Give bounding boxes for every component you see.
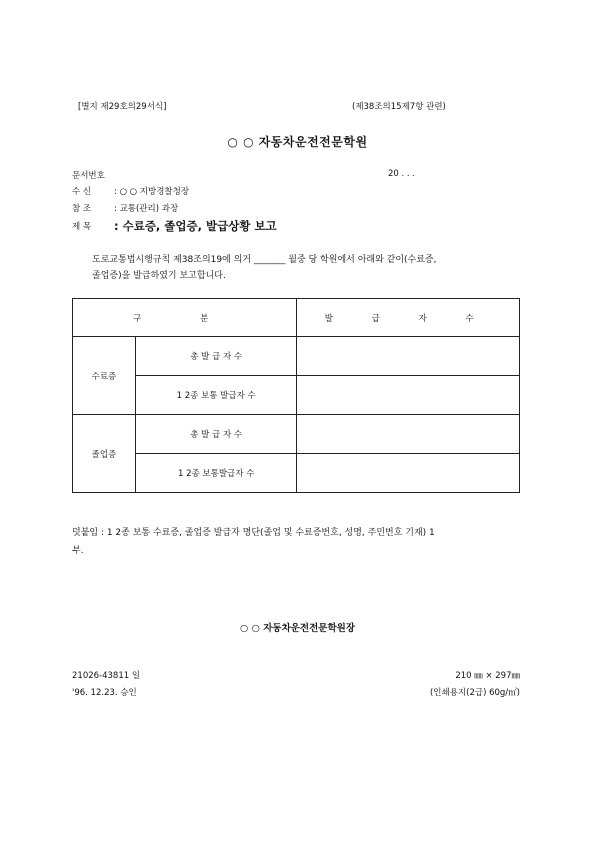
count-cell[interactable] (297, 337, 520, 376)
table-row (73, 454, 520, 493)
paper-spec: (인쇄용지(2급) 60g/㎡) (429, 688, 520, 698)
recipient-label: 수 신 (72, 187, 92, 197)
count-cell[interactable] (297, 415, 520, 454)
table-row (73, 415, 520, 454)
table-row (73, 337, 520, 376)
group-name: 졸업증 (73, 415, 136, 493)
form-reference: [별지 제29호의29서식] (78, 102, 167, 112)
document-title: ○ ○ 자동차운전전문학원 (227, 135, 368, 149)
signature-line: ○ ○ 자동차운전전문학원장 (240, 623, 355, 634)
cc-label: 참 조 (72, 204, 92, 214)
attachment-line-1: 덧붙임 : 1 2종 보통 수료증, 졸업증 발급자 명단(졸업 및 수료증번호, 성명, 주민번호 기재) 1 (72, 528, 435, 538)
subject-value: : 수료증, 졸업증, 발급상황 보고 (114, 219, 277, 233)
header-issued-count: 발 급 자 수 (297, 299, 520, 337)
row-label: 1 2종 보통 발급자 수 (135, 376, 297, 415)
cc-value: : 교통(관리) 과장 (114, 204, 179, 214)
count-cell[interactable] (297, 454, 520, 493)
group-name: 수료증 (73, 337, 136, 415)
subject-label: 제 목 (72, 222, 92, 232)
doc-number-label: 문서번호 (72, 171, 105, 181)
report-table (72, 298, 520, 493)
table-header-row (73, 299, 520, 337)
form-code: 21026-43811 일 (72, 671, 141, 681)
paper-size: 210 ㎜ × 297㎜ (455, 671, 520, 681)
approval-date: '96. 12.23. 승인 (72, 688, 137, 698)
table-row (73, 376, 520, 415)
body-line-2: 졸업증)을 발급하였기 보고합니다. (92, 271, 226, 281)
attachment-line-2: 부. (72, 546, 84, 556)
recipient-value: : ○ ○ 지방경찰청장 (114, 187, 190, 197)
document-date: 20 . . . (388, 169, 416, 179)
header-category: 구 분 (73, 299, 297, 337)
row-label: 총 발 급 자 수 (135, 337, 297, 376)
row-label: 총 발 급 자 수 (135, 415, 297, 454)
body-line-1: 도로교통법시행규칙 제38조의19에 의거 _______ 월중 당 학원에서 아래와 같이(수료증, (92, 255, 437, 265)
count-cell[interactable] (297, 376, 520, 415)
law-reference: (제38조의15제7항 관련) (352, 102, 446, 112)
row-label: 1 2종 보통발급자 수 (135, 454, 297, 493)
